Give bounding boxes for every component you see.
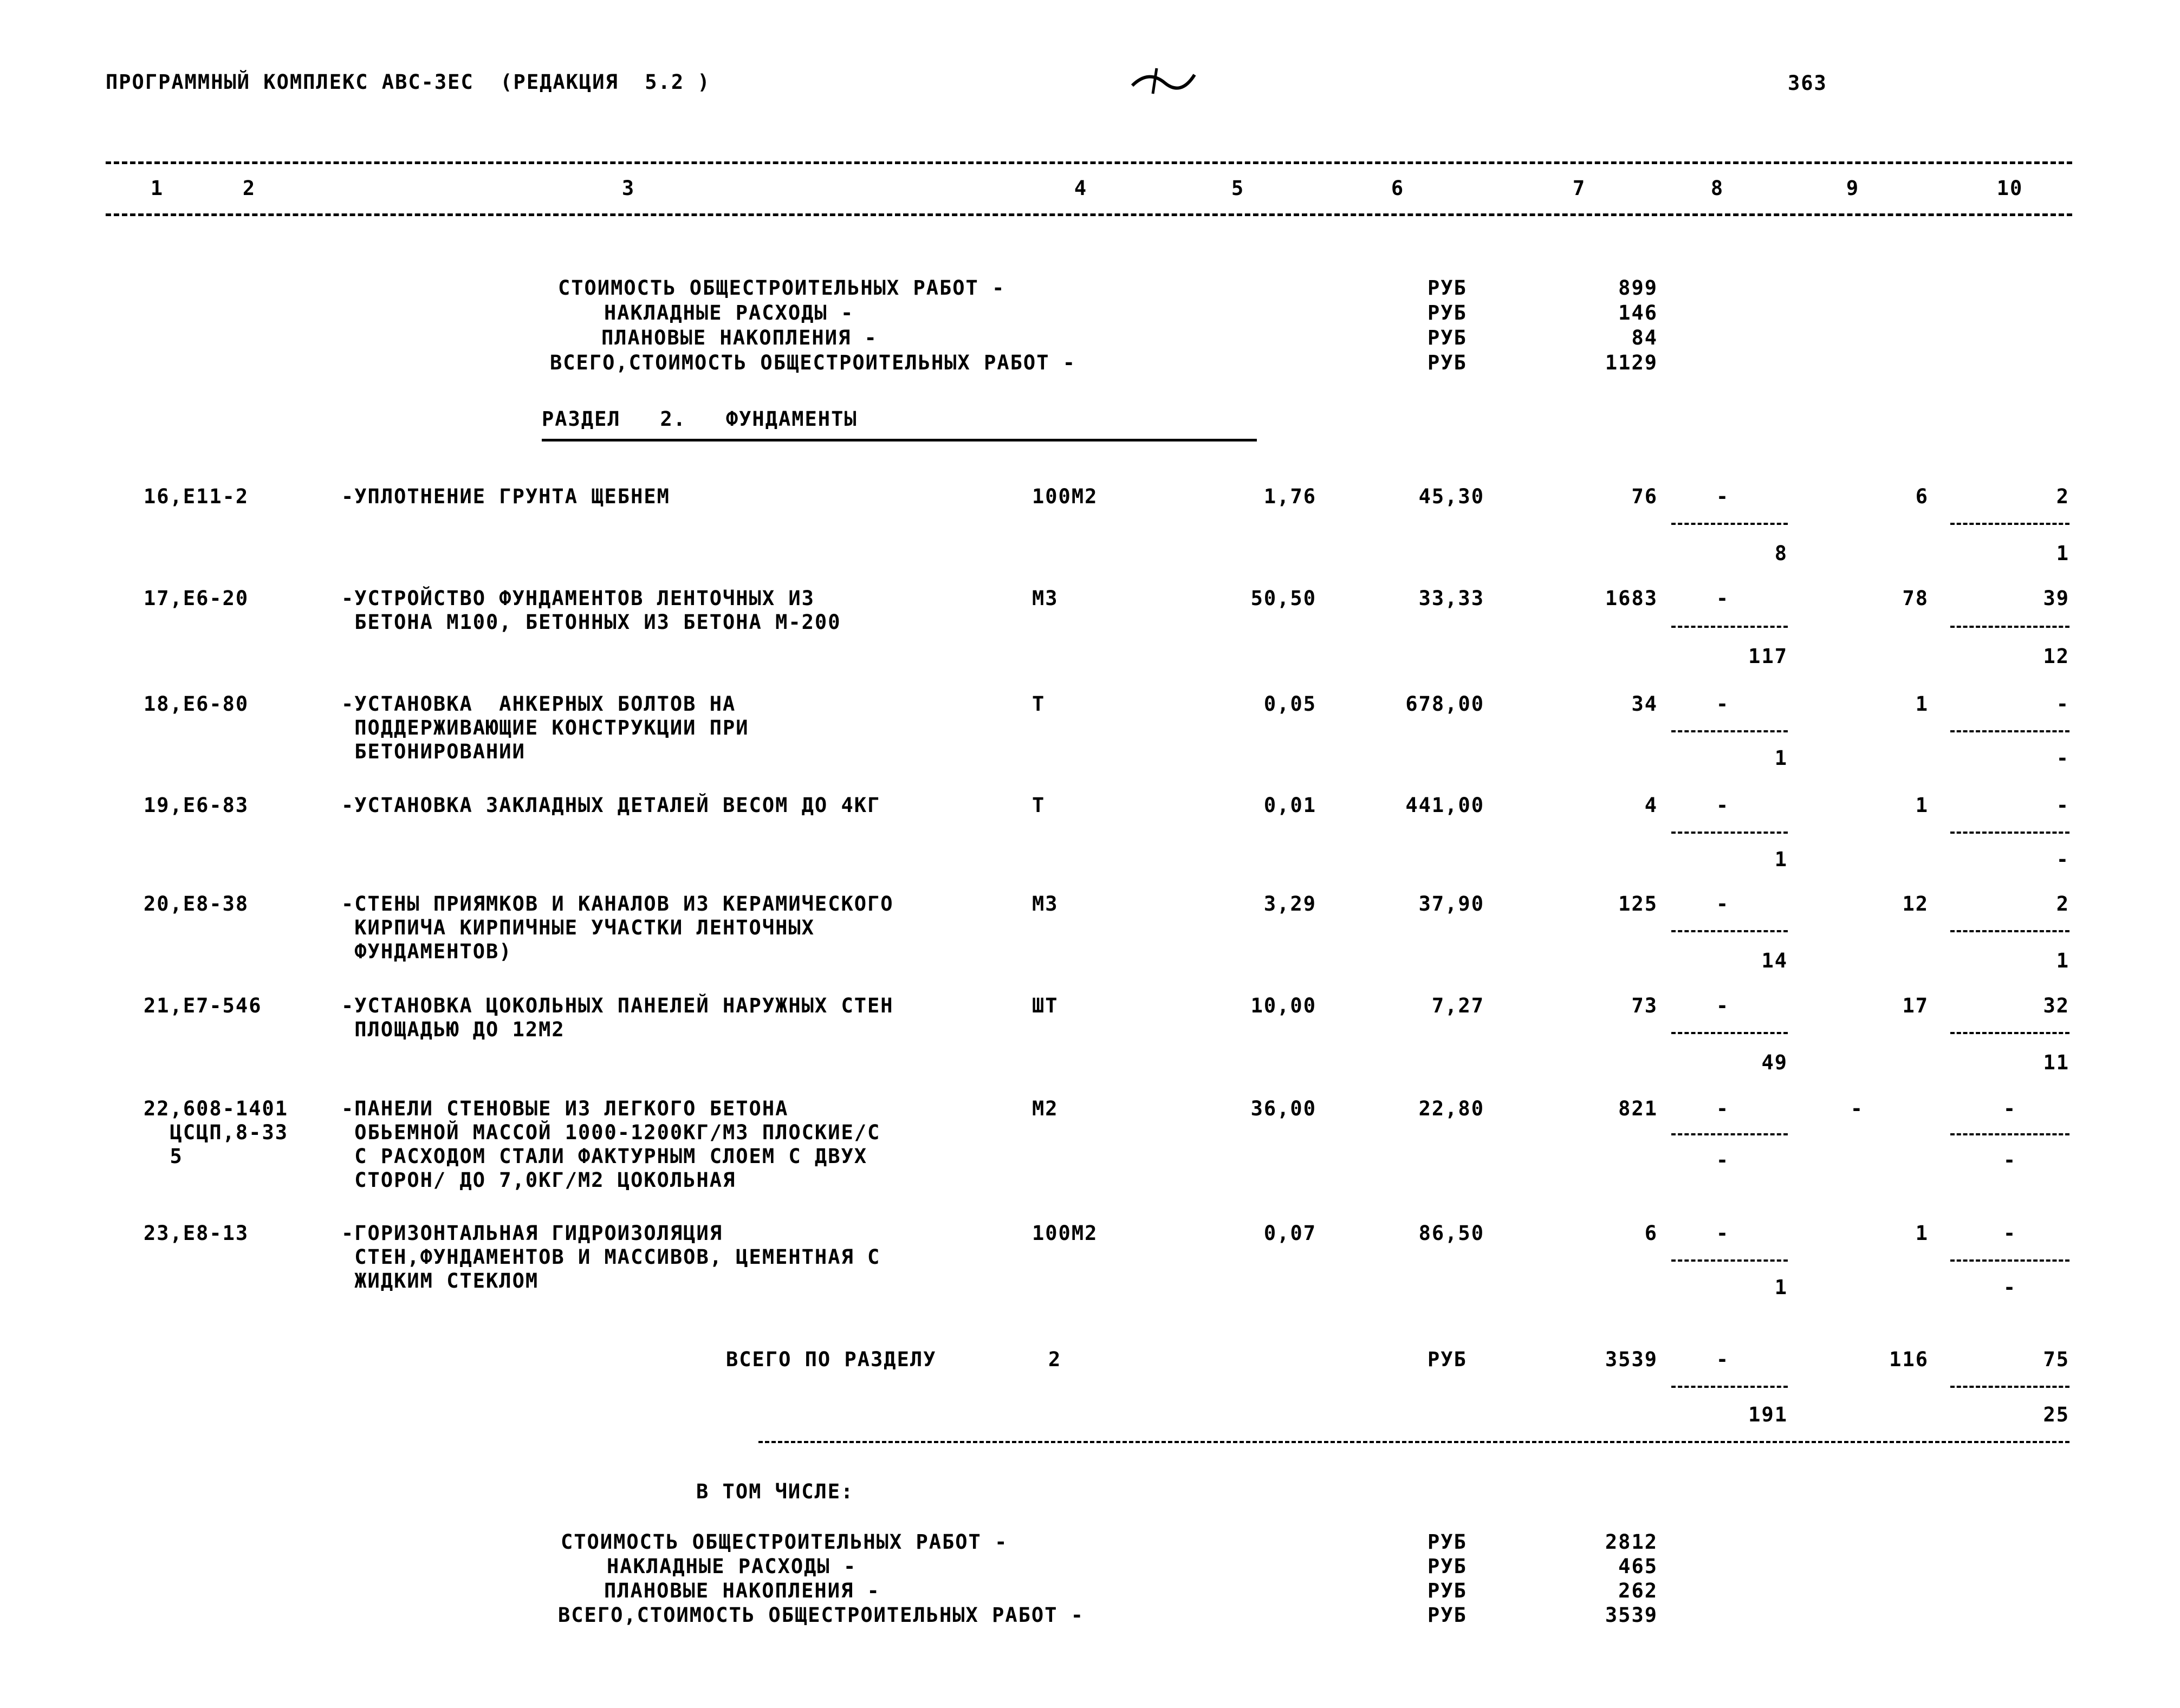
row-col10-bottom: - [2056,746,2069,770]
including-line-unit: РУБ [1428,1579,1467,1602]
row-description: -УСТРОЙСТВО ФУНДАМЕНТОВ ЛЕНТОЧНЫХ ИЗ БЕТОНА М100, БЕТОННЫХ ИЗ БЕТОНА М-200 [341,587,841,634]
row-col8-top: - [1716,794,1730,817]
section-total-cost: 3539 [1605,1348,1658,1371]
row-quantity: 1,76 [1263,485,1316,508]
including-label: В ТОМ ЧИСЛЕ: [696,1480,854,1503]
summary-label: ПЛАНОВЫЕ НАКОПЛЕНИЯ - [601,326,878,349]
row-col8-bottom: 14 [1761,949,1788,972]
row-unit-price: 86,50 [1418,1222,1484,1245]
section-title: РАЗДЕЛ 2. ФУНДАМЕНТЫ [542,407,858,431]
row-col10-top: - [2003,1097,2017,1120]
row-col8-bottom: 8 [1774,542,1788,565]
col-header-1: 1 [150,177,164,200]
row-unit: Т [1032,794,1046,817]
including-line-label: ВСЕГО,СТОИМОСТЬ ОБЩЕСТРОИТЕЛЬНЫХ РАБОТ - [558,1603,1085,1627]
section-total-label: ВСЕГО ПО РАЗДЕЛУ [726,1348,937,1371]
summary-unit: РУБ [1428,276,1467,300]
summary-value: 1129 [1605,351,1658,374]
col8-separator [1671,523,1788,525]
summary-value: 899 [1618,276,1658,300]
summary-value: 84 [1631,326,1658,349]
row-quantity: 10,00 [1250,994,1316,1017]
row-col10-top: - [2056,794,2069,817]
row-code: 16,Е11-2 [144,485,249,508]
row-description: -ГОРИЗОНТАЛЬНАЯ ГИДРОИЗОЛЯЦИЯ СТЕН,ФУНДАМЕНТОВ И МАССИВОВ, ЦЕМЕНТНАЯ С ЖИДКИМ СТЕКЛОМ [341,1222,881,1293]
col10-separator [1950,523,2069,525]
row-col8-bottom: 49 [1761,1051,1788,1074]
row-description: -УСТАНОВКА ЗАКЛАДНЫХ ДЕТАЛЕЙ ВЕСОМ ДО 4КГ [341,794,881,817]
col-header-4: 4 [1074,177,1088,200]
row-col8-top: - [1716,1097,1730,1120]
row-unit: 100М2 [1032,1222,1098,1245]
col8-separator [1671,930,1788,932]
row-cost: 1683 [1605,587,1658,610]
col8-separator [1671,730,1788,732]
row-col8-bottom: 117 [1748,645,1788,668]
page-number: 363 [1788,72,1827,95]
row-unit: М3 [1032,892,1059,915]
section-total-col10-top: 75 [2043,1348,2069,1371]
row-description: -СТЕНЫ ПРИЯМКОВ И КАНАЛОВ ИЗ КЕРАМИЧЕСКОГО КИРПИЧА КИРПИЧНЫЕ УЧАСТКИ ЛЕНТОЧНЫХ ФУНДАМЕНТОВ) [341,892,894,963]
row-col10-bottom: - [2003,1148,2017,1172]
row-quantity: 0,07 [1263,1222,1316,1245]
col10-separator [1950,730,2069,732]
row-description: -УСТАНОВКА ЦОКОЛЬНЫХ ПАНЕЛЕЙ НАРУЖНЫХ СТЕН ПЛОЩАДЬЮ ДО 12М2 [341,994,894,1041]
row-code: 18,Е6-80 [144,692,249,716]
col8-separator [1671,626,1788,628]
row-cost: 34 [1631,692,1658,716]
row-code: 19,Е6-83 [144,794,249,817]
summary-value: 146 [1618,301,1658,324]
section-total-col10-bottom: 25 [2043,1403,2069,1426]
col-header-8: 8 [1710,177,1724,200]
row-col10-bottom: - [2003,1276,2017,1299]
section-total-number: 2 [1048,1348,1062,1371]
row-col8-bottom: 1 [1774,1276,1788,1299]
summary-label: СТОИМОСТЬ ОБЩЕСТРОИТЕЛЬНЫХ РАБОТ - [558,276,1005,300]
col10-separator [1950,1259,2069,1262]
summary-unit: РУБ [1428,326,1467,349]
including-line-unit: РУБ [1428,1530,1467,1554]
col-header-5: 5 [1231,177,1245,200]
col8-separator [1671,832,1788,834]
including-line-label: ПЛАНОВЫЕ НАКОПЛЕНИЯ - [604,1579,880,1602]
col10-separator [1950,832,2069,834]
row-code: 22,608-1401 ЦСЦП,8-33 5 [144,1097,289,1168]
row-unit: 100М2 [1032,485,1098,508]
row-unit-price: 33,33 [1418,587,1484,610]
row-code: 20,Е8-38 [144,892,249,915]
row-col8-top: - [1716,587,1730,610]
row-col10-bottom: 12 [2043,645,2069,668]
row-quantity: 0,01 [1263,794,1316,817]
row-unit: ШТ [1032,994,1059,1017]
row-col10-top: 39 [2043,587,2069,610]
including-line-label: СТОИМОСТЬ ОБЩЕСТРОИТЕЛЬНЫХ РАБОТ - [561,1530,1008,1554]
row-col10-top: - [2003,1222,2017,1245]
col-header-3: 3 [621,177,635,200]
including-line-value: 3539 [1605,1603,1658,1627]
program-header: ПРОГРАММНЫЙ КОМПЛЕКС АВС-ЗЕС (РЕДАКЦИЯ 5.2 ) [106,70,711,94]
row-unit-price: 441,00 [1405,794,1484,817]
row-col8-top: - [1716,485,1730,508]
row-quantity: 50,50 [1250,587,1316,610]
col10-separator [1950,930,2069,932]
row-col8-top: - [1716,994,1730,1017]
row-code: 23,Е8-13 [144,1222,249,1245]
row-col10-top: 2 [2056,892,2069,915]
row-unit: М2 [1032,1097,1059,1120]
row-quantity: 0,05 [1263,692,1316,716]
row-col8-top: - [1716,892,1730,915]
row-unit: М3 [1032,587,1059,610]
row-col9: 6 [1915,485,1929,508]
row-col9: 78 [1902,587,1929,610]
row-col10-top: 2 [2056,485,2069,508]
including-line-unit: РУБ [1428,1603,1467,1627]
summary-unit: РУБ [1428,351,1467,374]
col-header-10: 10 [1996,177,2023,200]
row-col9: - [1850,1097,1864,1120]
row-code: 17,Е6-20 [144,587,249,610]
including-line-value: 465 [1618,1555,1658,1578]
col10-separator [1950,1032,2069,1034]
row-description: -УПЛОТНЕНИЕ ГРУНТА ЩЕБНЕМ [341,485,670,508]
summary-label: НАКЛАДНЫЕ РАСХОДЫ - [604,301,854,324]
row-unit: Т [1032,692,1046,716]
row-code: 21,Е7-546 [144,994,262,1017]
handwritten-mark-icon [1127,64,1197,96]
row-col9: 12 [1902,892,1929,915]
row-unit-price: 678,00 [1405,692,1484,716]
header-rule-top [106,161,2072,164]
section-underline [542,439,1257,441]
summary-unit: РУБ [1428,301,1467,324]
including-line-label: НАКЛАДНЫЕ РАСХОДЫ - [607,1555,857,1578]
col-header-6: 6 [1391,177,1405,200]
row-unit-price: 45,30 [1418,485,1484,508]
row-col9: 1 [1915,794,1929,817]
col-header-7: 7 [1572,177,1586,200]
row-quantity: 3,29 [1263,892,1316,915]
row-col9: 1 [1915,1222,1929,1245]
row-col8-bottom: 1 [1774,848,1788,871]
col8-separator [1671,1386,1788,1388]
row-col9: 1 [1915,692,1929,716]
section-total-col8-top: - [1716,1348,1730,1371]
col-header-9: 9 [1846,177,1860,200]
summary-label: ВСЕГО,СТОИМОСТЬ ОБЩЕСТРОИТЕЛЬНЫХ РАБОТ - [550,351,1076,374]
row-col9: 17 [1902,994,1929,1017]
row-col10-top: - [2056,692,2069,716]
row-cost: 821 [1618,1097,1658,1120]
row-col10-bottom: 11 [2043,1051,2069,1074]
row-unit-price: 37,90 [1418,892,1484,915]
col10-separator [1950,626,2069,628]
row-cost: 4 [1644,794,1658,817]
row-quantity: 36,00 [1250,1097,1316,1120]
row-col10-top: 32 [2043,994,2069,1017]
row-col8-bottom: 1 [1774,746,1788,770]
row-cost: 125 [1618,892,1658,915]
col8-separator [1671,1032,1788,1034]
row-unit-price: 7,27 [1431,994,1484,1017]
col10-separator [1950,1386,2069,1388]
row-description: -УСТАНОВКА АНКЕРНЫХ БОЛТОВ НА ПОДДЕРЖИВАЮЩИЕ КОНСТРУКЦИИ ПРИ БЕТОНИРОВАНИИ [341,692,749,763]
col10-separator [1950,1133,2069,1135]
including-line-value: 262 [1618,1579,1658,1602]
row-col10-bottom: - [2056,848,2069,871]
col-header-2: 2 [242,177,256,200]
row-col8-top: - [1716,1222,1730,1245]
row-col8-bottom: - [1716,1148,1730,1172]
section-total-col9: 116 [1889,1348,1929,1371]
section-total-unit: РУБ [1428,1348,1467,1371]
row-unit-price: 22,80 [1418,1097,1484,1120]
row-cost: 73 [1631,994,1658,1017]
row-cost: 76 [1631,485,1658,508]
header-rule-bottom [106,213,2072,216]
col8-separator [1671,1259,1788,1262]
including-line-unit: РУБ [1428,1555,1467,1578]
col8-separator [1671,1133,1788,1135]
section-total-rule [758,1441,2069,1443]
row-description: -ПАНЕЛИ СТЕНОВЫЕ ИЗ ЛЕГКОГО БЕТОНА ОБЬЕМНОЙ МАССОЙ 1000-1200КГ/М3 ПЛОСКИЕ/С С РАСХОДОМ СТАЛИ ФАКТУРНЫМ СЛОЕМ С ДВУХ СТОРОН/ ДО 7,0КГ/М2 ЦОКОЛЬНАЯ [341,1097,881,1192]
row-col8-top: - [1716,692,1730,716]
row-col10-bottom: 1 [2056,542,2069,565]
including-line-value: 2812 [1605,1530,1658,1554]
row-cost: 6 [1644,1222,1658,1245]
section-total-col8-bottom: 191 [1748,1403,1788,1426]
row-col10-bottom: 1 [2056,949,2069,972]
